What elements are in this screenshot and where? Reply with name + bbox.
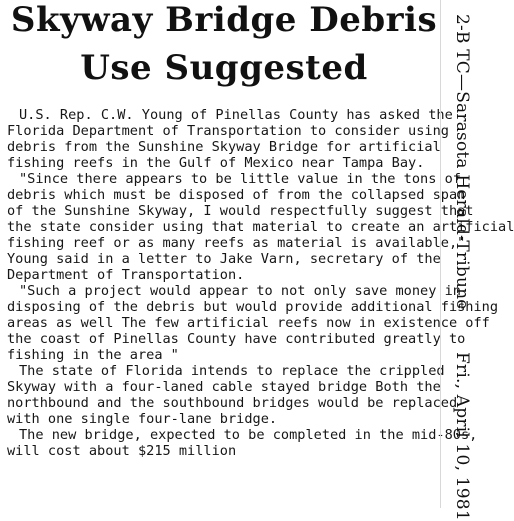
- article-line: the state consider using that material to create an artificial: [7, 219, 514, 235]
- article-line: northbound and the southbound bridges would be replaced: [7, 395, 458, 411]
- source-sidebar: [440, 0, 482, 521]
- article-line: fishing in the area ": [7, 347, 179, 363]
- article-line: Department of Transportation.: [7, 267, 245, 283]
- article-line: "Since there appears to be little value in the tons of: [19, 171, 461, 187]
- article-line: Florida Department of Transportation to consider using: [7, 123, 449, 139]
- article-line: fishing reef or as many reefs as material is available,": [7, 235, 466, 251]
- article-line: areas as well The few artificial reefs now in existence off: [7, 315, 490, 331]
- article-line: debris which must be disposed of from the collapsed span: [7, 187, 466, 203]
- newspaper-source-label: 2-B TC—Sarasota Herald-Tribune: [452, 14, 472, 310]
- article-line: U.S. Rep. C.W. Young of Pinellas County has asked the: [19, 107, 453, 123]
- article-line: the coast of Pinellas County have contributed greatly to: [7, 331, 466, 347]
- headline-line-1: Skyway Bridge Debris: [10, 0, 438, 40]
- article-line: with one single four-lane bridge.: [7, 411, 278, 427]
- article-line: will cost about $215 million: [7, 443, 237, 459]
- article-line: debris from the Sunshine Skyway Bridge for artificial: [7, 139, 441, 155]
- article-line: Young said in a letter to Jake Varn, secretary of the: [7, 251, 441, 267]
- article-line: fishing reefs in the Gulf of Mexico near Tampa Bay.: [7, 155, 425, 171]
- publication-date-label: Fri., April 10, 1981: [452, 352, 472, 521]
- article-line: "Such a project would appear to not only save money in: [19, 283, 461, 299]
- article-line: The new bridge, expected to be completed in the mid-80s,: [19, 427, 478, 443]
- headline-line-2: Use Suggested: [80, 48, 368, 88]
- article-line: disposing of the debris but would provide additional fishing: [7, 299, 499, 315]
- article-line: Skyway with a four-laned cable stayed bridge Both the: [7, 379, 441, 395]
- article-line: of the Sunshine Skyway, I would respectfully suggest that: [7, 203, 474, 219]
- article-line: The state of Florida intends to replace the crippled: [19, 363, 445, 379]
